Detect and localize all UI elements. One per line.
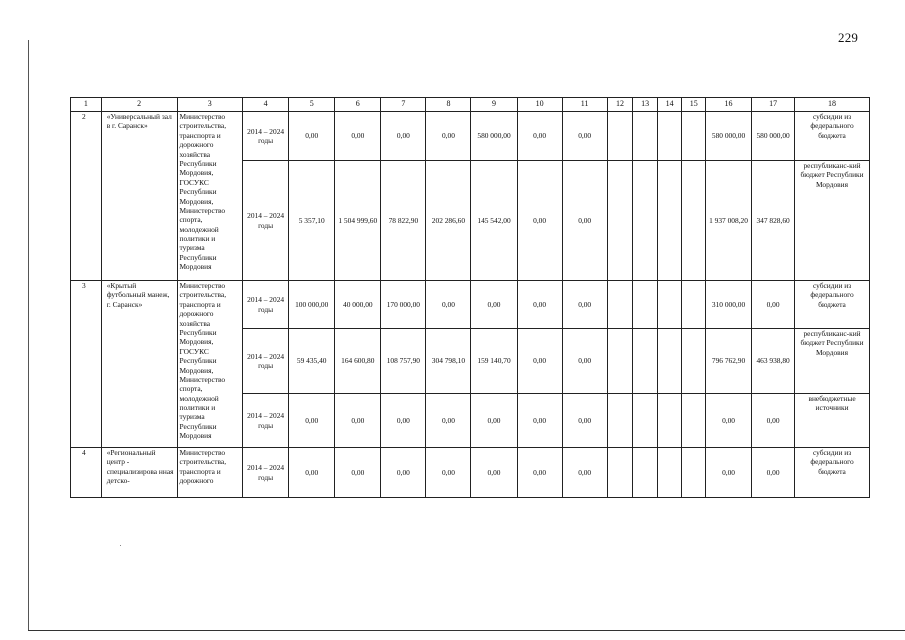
column-number-header-row [71, 98, 870, 112]
period-cell: 2014 – 2024 годы [243, 394, 289, 448]
value-cell-6: 0,00 [335, 112, 381, 161]
value-cell-16: 580 000,00 [705, 112, 751, 161]
value-cell-12 [607, 281, 633, 329]
value-cell-8: 0,00 [426, 448, 471, 498]
value-cell-16: 310 000,00 [705, 281, 751, 329]
value-cell-13 [633, 161, 658, 281]
period-cell: 2014 – 2024 годы [243, 448, 289, 498]
value-cell-15 [682, 329, 706, 394]
value-cell-6: 40 000,00 [335, 281, 381, 329]
col-header-18: 18 [795, 98, 870, 112]
funding-source: субсидии из федерального бюджета [795, 448, 870, 498]
period-cell: 2014 – 2024 годы [243, 329, 289, 394]
value-cell-8: 202 286,60 [426, 161, 471, 281]
value-cell-17: 0,00 [752, 281, 795, 329]
period-cell: 2014 – 2024 годы [243, 112, 289, 161]
value-cell-5: 0,00 [289, 394, 335, 448]
value-cell-8: 0,00 [426, 112, 471, 161]
value-cell-8: 0,00 [426, 281, 471, 329]
value-cell-15 [682, 281, 706, 329]
object-name: «Крытый футбольный манеж, г. Саранск» [101, 281, 177, 448]
table-row [71, 112, 870, 161]
value-cell-14 [657, 329, 682, 394]
value-cell-13 [633, 329, 658, 394]
value-cell-9: 0,00 [471, 394, 517, 448]
value-cell-11: 0,00 [562, 112, 607, 161]
value-cell-9: 580 000,00 [471, 112, 517, 161]
value-cell-14 [657, 448, 682, 498]
value-cell-8: 304 798,10 [426, 329, 471, 394]
row-number: 4 [71, 448, 102, 498]
value-cell-16: 796 762,90 [705, 329, 751, 394]
value-cell-7: 108 757,90 [381, 329, 426, 394]
funding-source: внебюджетные источники [795, 394, 870, 448]
scan-speck [120, 545, 121, 546]
value-cell-10: 0,00 [517, 281, 562, 329]
page-left-edge-line [28, 40, 29, 630]
value-cell-15 [682, 448, 706, 498]
value-cell-13 [633, 112, 658, 161]
value-cell-12 [607, 329, 633, 394]
value-cell-10: 0,00 [517, 448, 562, 498]
value-cell-11: 0,00 [562, 394, 607, 448]
value-cell-11: 0,00 [562, 448, 607, 498]
value-cell-10: 0,00 [517, 161, 562, 281]
value-cell-6: 1 504 999,60 [335, 161, 381, 281]
value-cell-6: 164 600,80 [335, 329, 381, 394]
col-header-3: 3 [177, 98, 243, 112]
value-cell-5: 100 000,00 [289, 281, 335, 329]
value-cell-12 [607, 448, 633, 498]
value-cell-10: 0,00 [517, 112, 562, 161]
col-header-13: 13 [633, 98, 658, 112]
value-cell-5: 59 435,40 [289, 329, 335, 394]
value-cell-9: 159 140,70 [471, 329, 517, 394]
executor-name: Министерство строительства, транспорта и дорожного хозяйства Республики Мордовия, ГОСУКС Республики Мордовия, Министерство спорта, молодежной политики и туризма Республики Мордовия [177, 281, 243, 448]
value-cell-12 [607, 394, 633, 448]
col-header-9: 9 [471, 98, 517, 112]
page-bottom-edge-line [28, 630, 905, 631]
value-cell-10: 0,00 [517, 329, 562, 394]
program-funding-table [70, 97, 870, 498]
value-cell-5: 5 357,10 [289, 161, 335, 281]
col-header-16: 16 [705, 98, 751, 112]
value-cell-13 [633, 281, 658, 329]
value-cell-15 [682, 112, 706, 161]
col-header-7: 7 [381, 98, 426, 112]
value-cell-7: 0,00 [381, 448, 426, 498]
table-row [71, 448, 870, 498]
value-cell-7: 170 000,00 [381, 281, 426, 329]
funding-source: республиканс-кий бюджет Республики Мордовия [795, 161, 870, 281]
value-cell-14 [657, 281, 682, 329]
value-cell-7: 0,00 [381, 112, 426, 161]
value-cell-13 [633, 394, 658, 448]
col-header-15: 15 [682, 98, 706, 112]
value-cell-11: 0,00 [562, 161, 607, 281]
value-cell-16: 1 937 008,20 [705, 161, 751, 281]
value-cell-14 [657, 394, 682, 448]
value-cell-15 [682, 394, 706, 448]
value-cell-7: 78 822,90 [381, 161, 426, 281]
funding-source: субсидии из федерального бюджета [795, 112, 870, 161]
value-cell-11: 0,00 [562, 329, 607, 394]
executor-name: Министерство строительства, транспорта и дорожного [177, 448, 243, 498]
value-cell-6: 0,00 [335, 448, 381, 498]
funding-source: республиканс-кий бюджет Республики Мордовия [795, 329, 870, 394]
value-cell-13 [633, 448, 658, 498]
value-cell-8: 0,00 [426, 394, 471, 448]
row-number: 2 [71, 112, 102, 281]
value-cell-12 [607, 161, 633, 281]
row-number: 3 [71, 281, 102, 448]
value-cell-7: 0,00 [381, 394, 426, 448]
page-number: 229 [838, 30, 859, 45]
period-cell: 2014 – 2024 годы [243, 161, 289, 281]
value-cell-16: 0,00 [705, 394, 751, 448]
col-header-11: 11 [562, 98, 607, 112]
col-header-6: 6 [335, 98, 381, 112]
funding-source: субсидии из федерального бюджета [795, 281, 870, 329]
value-cell-16: 0,00 [705, 448, 751, 498]
value-cell-17: 580 000,00 [752, 112, 795, 161]
value-cell-11: 0,00 [562, 281, 607, 329]
value-cell-9: 145 542,00 [471, 161, 517, 281]
value-cell-17: 0,00 [752, 448, 795, 498]
object-name: «Региональный центр - специализирова нная детско- [101, 448, 177, 498]
value-cell-15 [682, 161, 706, 281]
value-cell-9: 0,00 [471, 448, 517, 498]
value-cell-14 [657, 161, 682, 281]
col-header-5: 5 [289, 98, 335, 112]
table-row [71, 281, 870, 329]
period-cell: 2014 – 2024 годы [243, 281, 289, 329]
value-cell-6: 0,00 [335, 394, 381, 448]
value-cell-10: 0,00 [517, 394, 562, 448]
value-cell-5: 0,00 [289, 112, 335, 161]
value-cell-12 [607, 112, 633, 161]
value-cell-17: 463 938,80 [752, 329, 795, 394]
value-cell-14 [657, 112, 682, 161]
value-cell-17: 347 828,60 [752, 161, 795, 281]
col-header-1: 1 [71, 98, 102, 112]
executor-name: Министерство строительства, транспорта и дорожного хозяйства Республики Мордовия, ГОСУКС Республики Мордовия, Министерство спорта, молодежной политики и туризма Республики Мордовия [177, 112, 243, 281]
value-cell-9: 0,00 [471, 281, 517, 329]
col-header-14: 14 [657, 98, 682, 112]
value-cell-17: 0,00 [752, 394, 795, 448]
value-cell-5: 0,00 [289, 448, 335, 498]
col-header-8: 8 [426, 98, 471, 112]
col-header-2: 2 [101, 98, 177, 112]
col-header-4: 4 [243, 98, 289, 112]
col-header-12: 12 [607, 98, 633, 112]
object-name: «Универсальный зал в г. Саранск» [101, 112, 177, 281]
col-header-17: 17 [752, 98, 795, 112]
col-header-10: 10 [517, 98, 562, 112]
